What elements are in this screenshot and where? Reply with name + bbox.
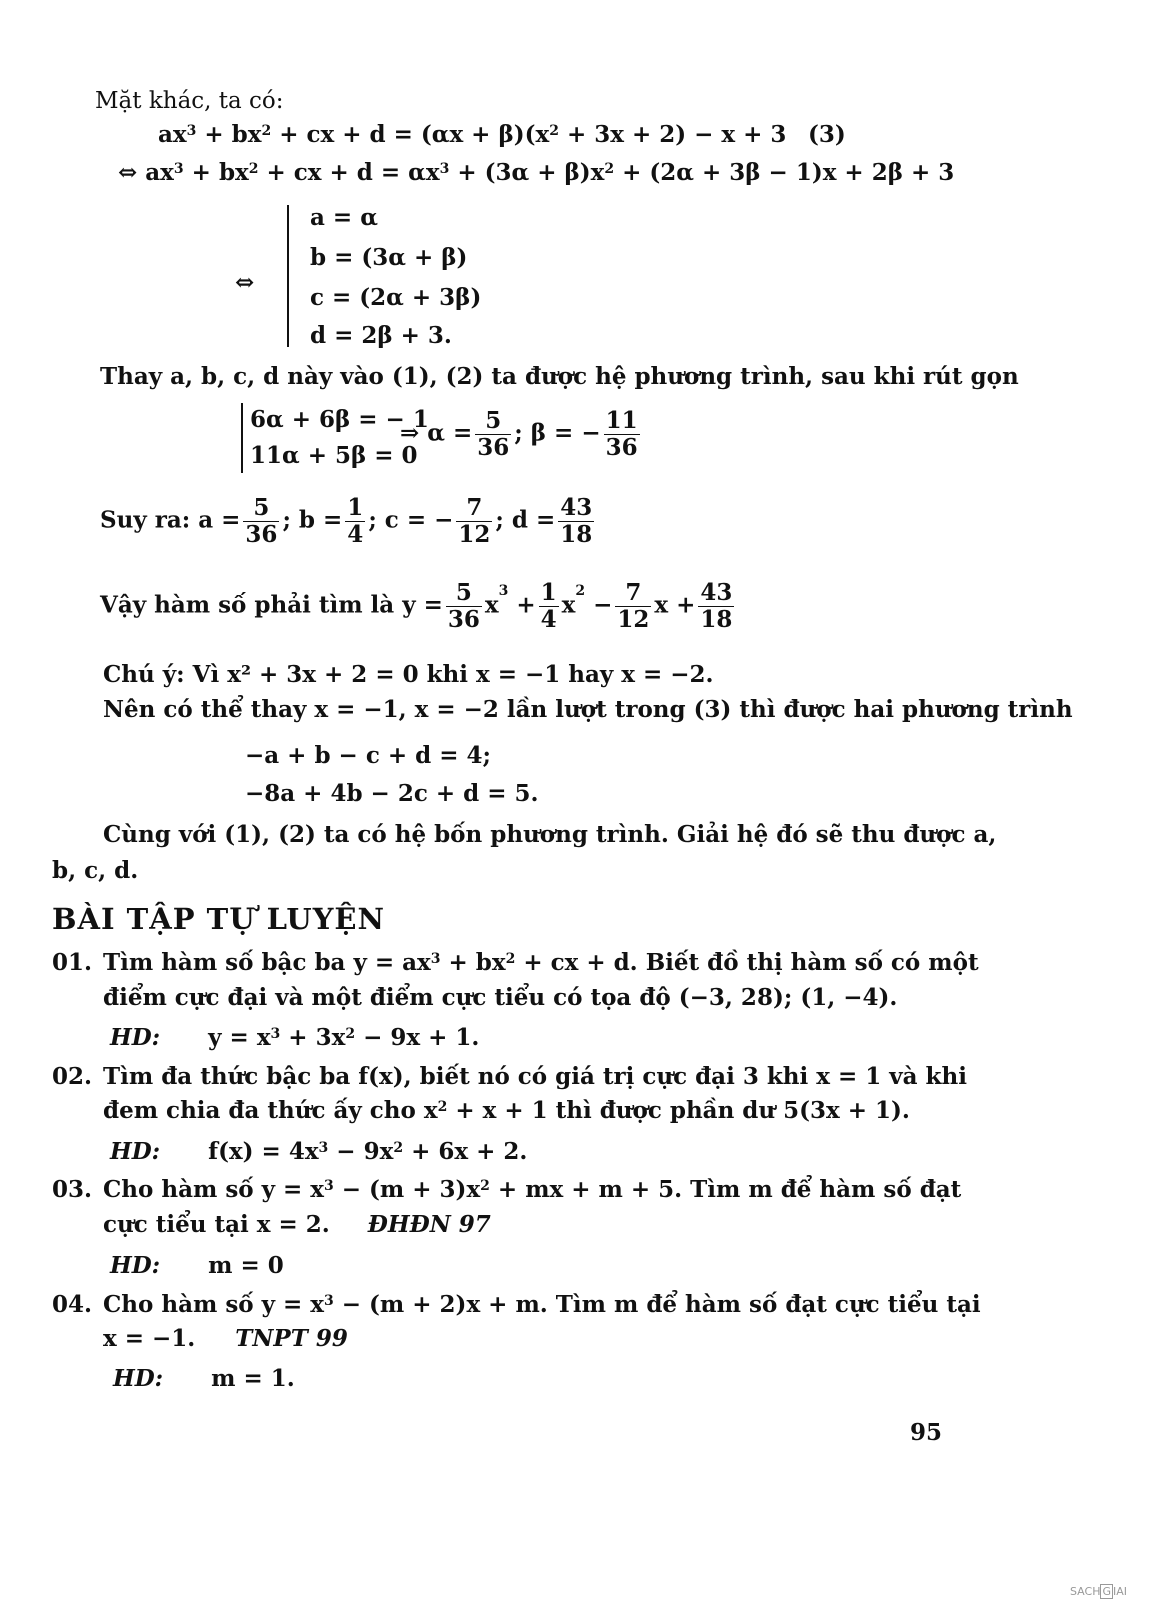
hd-label: HD: bbox=[113, 1365, 164, 1392]
exercise-04-x: x = −1. bbox=[103, 1325, 196, 1352]
exercise-01-hint: HD: $y = x^3 + 3x^2 - 9x + 1$. bbox=[110, 1024, 480, 1051]
hd-label: HD: bbox=[110, 1252, 161, 1279]
small-system-eq2: 11α + 5β = 0 bbox=[250, 442, 418, 469]
equation-3: $ax^3 + bx^2$ + cx + $d = (\alpha x + \beta)(x^2 + 3x + 2) - x + 3$ bbox=[158, 121, 787, 148]
coef-b-den: 4 bbox=[347, 521, 364, 548]
system-eq-c: c = (2α + 3β) bbox=[310, 284, 482, 311]
system-eq-a: a = α bbox=[310, 204, 378, 231]
exercise-04-hint bbox=[113, 1364, 295, 1394]
y-coef-c-den: 12 bbox=[617, 606, 650, 633]
note-label: Chú ý: bbox=[103, 661, 185, 688]
exercise-04-line2 bbox=[103, 1324, 348, 1354]
watermark-part-b: G bbox=[1102, 1585, 1112, 1598]
watermark-logo bbox=[1070, 1585, 1127, 1598]
system-brace bbox=[287, 205, 289, 347]
exercise-02-num: 02. bbox=[52, 1063, 93, 1090]
y-coef-d-num: 43 bbox=[700, 579, 733, 606]
derived-eq-1: −a + b − c + d = 4; bbox=[245, 742, 491, 769]
substitute-text: Thay a, b, c, d này vào (1), (2) ta được hệ phương trình, sau khi rút gọn bbox=[100, 363, 1019, 390]
system-eq-d: d = 2β + 3. bbox=[310, 322, 452, 349]
exercise-03-line2: cực tiểu tại x = 2. ĐHĐN 97 bbox=[103, 1211, 491, 1238]
coefficients-line: Suy ra: a = $\frac{5}{36}$ ; b = $\frac{1}{4}$ ; c = − $\frac{7}{12}$ ; d = $\frac{43}{18}$ bbox=[100, 494, 593, 548]
note-text: Vì x² + 3x + 2 = 0 khi x = −1 hay x = −2. bbox=[192, 661, 714, 688]
y-coef-a-den: 36 bbox=[447, 606, 480, 633]
exercise-04-source: TNPT 99 bbox=[235, 1325, 348, 1352]
note-continuation: Nên có thể thay x = −1, x = −2 lần lượt trong (3) thì được hai phương trình bbox=[103, 696, 1073, 723]
watermark-part-a: SACH bbox=[1070, 1585, 1101, 1598]
suy-ra-label: Suy ra: bbox=[100, 506, 191, 534]
beta-numerator: 11 bbox=[605, 407, 638, 434]
exercise-03-num: 03. bbox=[52, 1176, 93, 1203]
exercise-04-num: 04. bbox=[52, 1291, 93, 1318]
y-coef-d-den: 18 bbox=[700, 606, 733, 633]
coef-c-num: 7 bbox=[456, 495, 492, 522]
hd-label: HD: bbox=[110, 1138, 161, 1165]
exercise-03-source: ĐHĐN 97 bbox=[367, 1211, 491, 1238]
exercise-03-line1: Cho hàm số $y = x^3 - (m + 3)x^2$ + mx + m + 5. Tìm m để hàm số đạt bbox=[103, 1176, 962, 1203]
exercise-01-line1: Tìm hàm số bậc ba $y = ax^3 + bx^2$ + cx + d. Biết đồ thị hàm số có một bbox=[103, 949, 979, 976]
note-line bbox=[103, 660, 714, 690]
exercise-02-hint: HD: $f(x) = 4x^3 - 9x^2 + 6x + 2$. bbox=[110, 1138, 528, 1165]
derived-eq-2: −8a + 4b − 2c + d = 5. bbox=[245, 780, 539, 807]
exercise-03-hint bbox=[110, 1251, 284, 1281]
y-coef-b-den: 4 bbox=[540, 606, 557, 633]
vay-label: Vậy hàm số phải tìm là bbox=[100, 591, 395, 619]
exercise-03-answer: m = 0 bbox=[208, 1252, 284, 1279]
coef-d-num: 43 bbox=[560, 494, 593, 521]
exercise-01-line2: điểm cực đại và một điểm cực tiểu có tọa độ (−3, 28); (1, −4). bbox=[103, 984, 898, 1011]
small-system-brace bbox=[241, 403, 243, 473]
exercise-02-line2: đem chia đa thức ấy cho $x^2 + x + 1$ thì được phần dư 5(3x + 1). bbox=[103, 1097, 910, 1124]
coef-a-den: 36 bbox=[245, 521, 278, 548]
alpha-denominator: 36 bbox=[477, 434, 510, 461]
exercise-01-num: 01. bbox=[52, 949, 93, 976]
y-coef-c-num: 7 bbox=[615, 580, 651, 607]
conclusion-line: Cùng với (1), (2) ta có hệ bốn phương trình. Giải hệ đó sẽ thu được a, bbox=[103, 821, 997, 848]
section-title: BÀI TẬP TỰ LUYỆN bbox=[52, 902, 386, 936]
coef-a-num: 5 bbox=[243, 495, 279, 522]
alpha-beta-solution: ⇒ α = $\frac{5}{36}$ ; β = − $\frac{11}{36}$ bbox=[400, 407, 638, 461]
y-coef-a-num: 5 bbox=[446, 580, 482, 607]
watermark-part-c: IAI bbox=[1113, 1585, 1128, 1598]
conclusion-line-2: b, c, d. bbox=[52, 857, 139, 884]
beta-denominator: 36 bbox=[605, 434, 638, 461]
exercise-04-answer: m = 1. bbox=[211, 1365, 295, 1392]
coef-c-den: 12 bbox=[458, 521, 491, 548]
page-number: 95 bbox=[910, 1419, 943, 1446]
alpha-numerator: 5 bbox=[475, 408, 511, 435]
equivalence-arrow: ⇔ bbox=[235, 269, 255, 296]
system-eq-b: b = (3α + β) bbox=[310, 244, 468, 271]
intro-text: Mặt khác, ta có: bbox=[95, 88, 284, 114]
final-function-line: Vậy hàm số phải tìm là y = $\frac{5}{36}$ $x^3$ + $\frac{1}{4}$ $x^2$ − $\frac{7}{12}$ x + $\frac{43}{18}$ bbox=[100, 579, 733, 633]
coef-b-num: 1 bbox=[347, 494, 364, 521]
small-system-eq1: 6α + 6β = − 1 bbox=[250, 406, 429, 433]
hd-label: HD: bbox=[110, 1024, 161, 1051]
equation-3-label: (3) bbox=[808, 121, 846, 148]
coef-d-den: 18 bbox=[560, 521, 593, 548]
y-coef-b-num: 1 bbox=[540, 579, 557, 606]
exercise-02-line1: Tìm đa thức bậc ba f(x), biết nó có giá trị cực đại 3 khi x = 1 và khi bbox=[103, 1063, 967, 1090]
exercise-04-line1: Cho hàm số $y = x^3 - (m + 2)x + m$. Tìm m để hàm số đạt cực tiểu tại bbox=[103, 1291, 981, 1318]
equation-expanded: ⇔ $ax^3 + bx^2$ + cx + $d = \alpha x^3 + (3\alpha + \beta)x^2 + (2\alpha + 3\beta - 1)x + 2\beta + 3$ bbox=[118, 159, 955, 186]
